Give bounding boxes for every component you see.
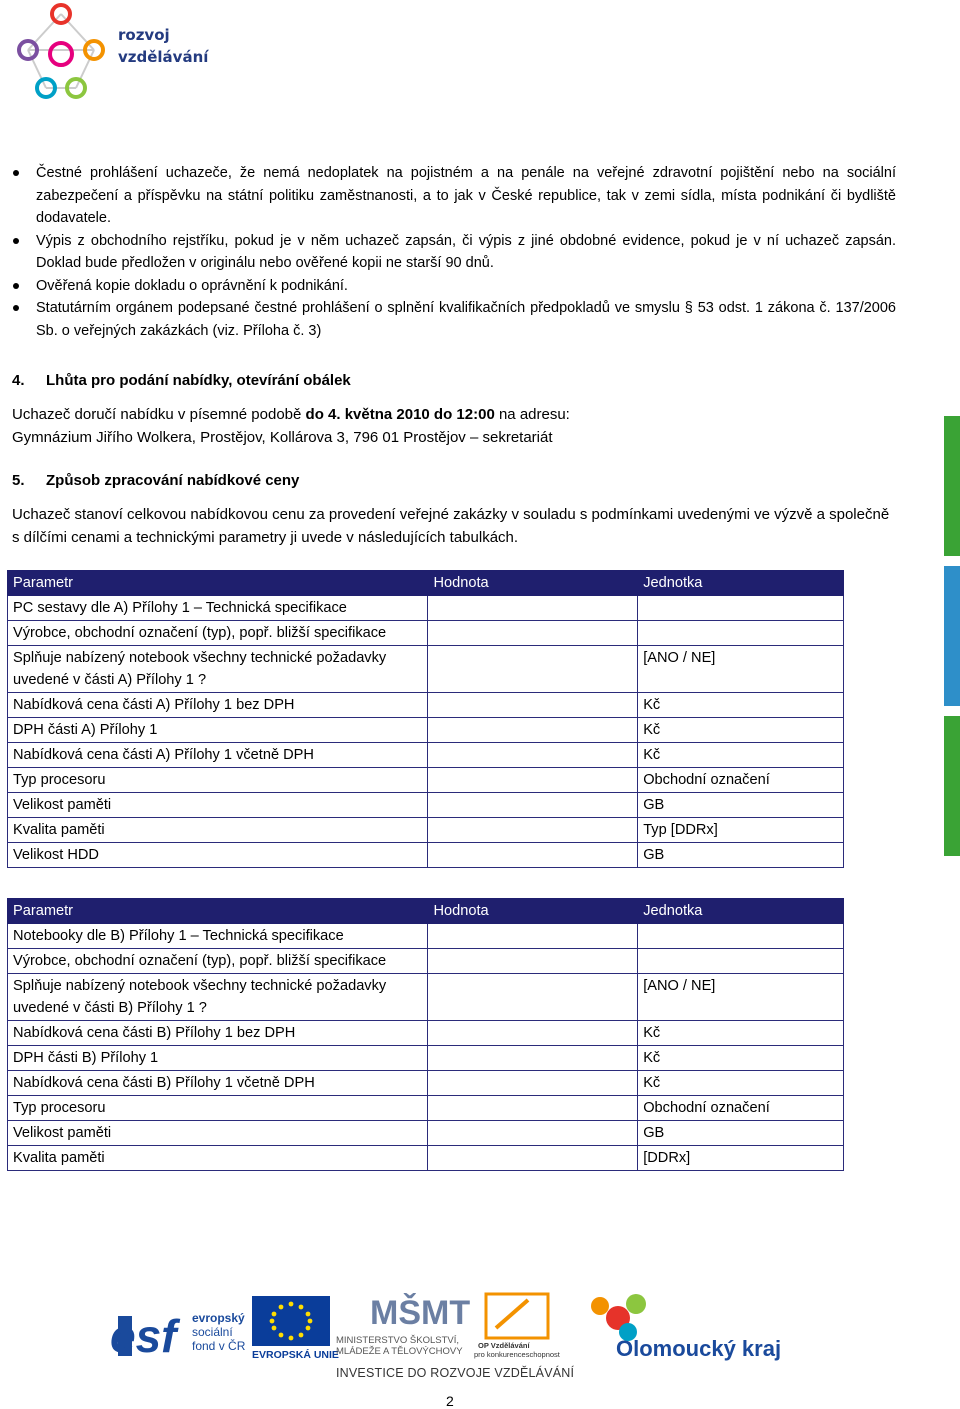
value-cell[interactable] <box>428 768 638 793</box>
side-bar-green-2 <box>944 716 960 856</box>
unit-cell: Kč <box>638 1046 844 1071</box>
table-row <box>8 924 844 949</box>
value-cell[interactable] <box>428 596 638 621</box>
parameter-cell: Výrobce, obchodní označení (typ), popř. bližší specifikace <box>8 949 428 974</box>
table-row <box>8 1146 844 1171</box>
table-row <box>8 793 844 818</box>
unit-cell: Kč <box>638 693 844 718</box>
section-5-heading <box>12 470 299 492</box>
logo-network-icon <box>6 2 116 102</box>
olomoucky-kraj-text: Olomoucký kraj <box>616 1336 782 1361</box>
parameter-cell: Nabídková cena části A) Přílohy 1 bez DPH <box>8 693 428 718</box>
parameter-cell: Typ procesoru <box>8 1096 428 1121</box>
section-4-text <box>12 403 896 449</box>
value-cell[interactable] <box>428 1071 638 1096</box>
value-cell[interactable] <box>428 1021 638 1046</box>
parameter-cell: Typ procesoru <box>8 768 428 793</box>
value-cell[interactable] <box>428 924 638 949</box>
eu-flag-logo <box>252 1296 339 1361</box>
esf-line-1: evropský <box>192 1311 245 1325</box>
value-cell[interactable] <box>428 743 638 768</box>
table-row <box>8 1021 844 1046</box>
text-before: Uchazeč doručí nabídku v písemné podobě <box>12 406 306 423</box>
parameter-cell: Splňuje nabízený notebook všechny technické požadavky uvedené v části B) Přílohy 1 ? <box>8 974 428 1021</box>
logo-line1: rozvoj <box>118 26 170 44</box>
parameter-cell: DPH části B) Přílohy 1 <box>8 1046 428 1071</box>
value-cell[interactable] <box>428 646 638 693</box>
bullet-item <box>12 162 896 230</box>
parameter-cell: Velikost paměti <box>8 793 428 818</box>
table-row <box>8 949 844 974</box>
unit-cell <box>638 949 844 974</box>
unit-cell: Kč <box>638 718 844 743</box>
address: Gymnázium Jiřího Wolkera, Prostějov, Kollárova 3, 796 01 Prostějov – sekretariát <box>12 429 553 446</box>
eu-label: EVROPSKÁ UNIE <box>252 1349 339 1361</box>
value-cell[interactable] <box>428 1121 638 1146</box>
unit-cell: Kč <box>638 1071 844 1096</box>
parameter-cell: Nabídková cena části B) Přílohy 1 bez DPH <box>8 1021 428 1046</box>
olomoucky-kraj-logo <box>591 1294 781 1361</box>
parameter-cell: Notebooky dle B) Přílohy 1 – Technická specifikace <box>8 924 428 949</box>
deadline: do 4. května 2010 do 12:00 <box>305 406 495 423</box>
table-row <box>8 596 844 621</box>
parameter-cell: Splňuje nabízený notebook všechny technické požadavky uvedené v části A) Přílohy 1 ? <box>8 646 428 693</box>
value-cell[interactable] <box>428 718 638 743</box>
footer-caption: INVESTICE DO ROZVOJE VZDĚLÁVÁNÍ <box>336 1366 575 1380</box>
section-number: 5. <box>12 472 25 489</box>
table-row <box>8 1096 844 1121</box>
unit-cell: [ANO / NE] <box>638 974 844 1021</box>
parameter-cell: DPH části A) Přílohy 1 <box>8 718 428 743</box>
side-bar-green <box>944 416 960 556</box>
section-title: Způsob zpracování nabídkové ceny <box>46 472 300 489</box>
op-line-1: OP Vzdělávání <box>478 1341 530 1350</box>
parameter-cell: Velikost HDD <box>8 843 428 868</box>
value-cell[interactable] <box>428 793 638 818</box>
parameter-cell: Nabídková cena části A) Přílohy 1 včetně DPH <box>8 743 428 768</box>
table-header-row <box>8 571 844 596</box>
requirements-list <box>12 162 896 342</box>
value-cell[interactable] <box>428 1096 638 1121</box>
table-row <box>8 768 844 793</box>
table-row <box>8 818 844 843</box>
unit-cell <box>638 621 844 646</box>
msmt-text: MŠMT <box>370 1294 471 1332</box>
side-bar-blue <box>944 566 960 706</box>
section-4-heading <box>12 370 351 392</box>
bullet-text: Čestné prohlášení uchazeče, že nemá nedoplatek na pojistném a na penále na veřejné zdravotní pojištění nebo na sociální zabezpečení a příspěvku na státní politiku zaměstnanosti, a to jak v České republice, tak v zemi sídla, místa podnikání či bydliště dodavatele. <box>36 165 896 226</box>
op-vzdelavani-logo <box>474 1294 561 1359</box>
unit-cell: Kč <box>638 743 844 768</box>
esf-text: esf <box>110 1310 177 1362</box>
table-row <box>8 1071 844 1096</box>
rozvoj-vzdelavani-logo <box>6 2 226 102</box>
parameter-cell: Výrobce, obchodní označení (typ), popř. bližší specifikace <box>8 621 428 646</box>
bullet-text: Výpis z obchodního rejstříku, pokud je v něm uchazeč zapsán, či výpis z jiné obdobné evidence, pokud je v ní uchazeč zapsán. Doklad bude předložen v originálu nebo ověřené kopii ne starší 90 dnů. <box>36 232 896 271</box>
parameter-cell: Nabídková cena části B) Přílohy 1 včetně DPH <box>8 1071 428 1096</box>
table-header-row <box>8 899 844 924</box>
unit-cell: GB <box>638 1121 844 1146</box>
unit-cell <box>638 924 844 949</box>
bullet-text: Statutárním orgánem podepsané čestné prohlášení o splnění kvalifikačních předpokladů ve smyslu § 53 odst. 1 zákona č. 137/2006 Sb. o veřejných zakázkách (viz. Příloha č. 3) <box>36 300 896 339</box>
unit-cell: [DDRx] <box>638 1146 844 1171</box>
unit-cell <box>638 596 844 621</box>
unit-cell: Kč <box>638 1021 844 1046</box>
bullet-item <box>12 230 896 275</box>
text-after: na adresu: <box>494 406 570 423</box>
unit-cell: Obchodní označení <box>638 1096 844 1121</box>
header-cell: Parametr <box>8 899 428 924</box>
header-cell: Parametr <box>8 571 428 596</box>
unit-cell: [ANO / NE] <box>638 646 844 693</box>
side-decoration <box>944 416 960 916</box>
bullet-item <box>12 297 896 342</box>
parameter-cell: Kvalita paměti <box>8 818 428 843</box>
value-cell[interactable] <box>428 1046 638 1071</box>
table-row <box>8 646 844 693</box>
op-line-2: pro konkurenceschopnost <box>474 1350 560 1359</box>
header-cell: Jednotka <box>638 571 844 596</box>
value-cell[interactable] <box>428 974 638 1021</box>
price-table-b <box>7 898 844 1171</box>
section-title: Lhůta pro podání nabídky, otevírání obálek <box>46 372 351 389</box>
logo-line2: vzdělávání <box>118 48 209 66</box>
page-number: 2 <box>446 1393 454 1409</box>
esf-line-3: fond v ČR <box>192 1339 246 1353</box>
bullet-item <box>12 275 896 298</box>
table-row <box>8 693 844 718</box>
table-row <box>8 718 844 743</box>
msmt-line-1: MINISTERSTVO ŠKOLSTVÍ, <box>336 1335 459 1346</box>
parameter-cell: PC sestavy dle A) Přílohy 1 – Technická specifikace <box>8 596 428 621</box>
unit-cell: Typ [DDRx] <box>638 818 844 843</box>
price-table-a <box>7 570 844 868</box>
msmt-line-2: MLÁDEŽE A TĚLOVÝCHOVY <box>336 1346 463 1357</box>
table-row <box>8 974 844 1021</box>
unit-cell: Obchodní označení <box>638 768 844 793</box>
bullet-text: Ověřená kopie dokladu o oprávnění k podnikání. <box>36 277 348 294</box>
value-cell[interactable] <box>428 843 638 868</box>
value-cell[interactable] <box>428 949 638 974</box>
esf-line-2: sociální <box>192 1325 233 1339</box>
section-number: 4. <box>12 372 25 389</box>
value-cell[interactable] <box>428 621 638 646</box>
value-cell[interactable] <box>428 818 638 843</box>
esf-logo <box>110 1310 246 1362</box>
parameter-cell: Kvalita paměti <box>8 1146 428 1171</box>
header-cell: Hodnota <box>428 571 638 596</box>
header-cell: Hodnota <box>428 899 638 924</box>
header-cell: Jednotka <box>638 899 844 924</box>
unit-cell: GB <box>638 843 844 868</box>
table-row <box>8 1046 844 1071</box>
logo-text <box>118 24 208 68</box>
table-row <box>8 1121 844 1146</box>
value-cell[interactable] <box>428 693 638 718</box>
parameter-cell: Velikost paměti <box>8 1121 428 1146</box>
table-row <box>8 843 844 868</box>
table-row <box>8 743 844 768</box>
section-5-text: Uchazeč stanoví celkovou nabídkovou cenu za provedení veřejné zakázky v souladu s podmínkami uvedenými ve výzvě a společně s dílčími cenami a technickými parametry ji uvede v následujících tabulkách. <box>12 506 890 546</box>
value-cell[interactable] <box>428 1146 638 1171</box>
table-row <box>8 621 844 646</box>
unit-cell: GB <box>638 793 844 818</box>
msmt-logo <box>336 1293 470 1357</box>
